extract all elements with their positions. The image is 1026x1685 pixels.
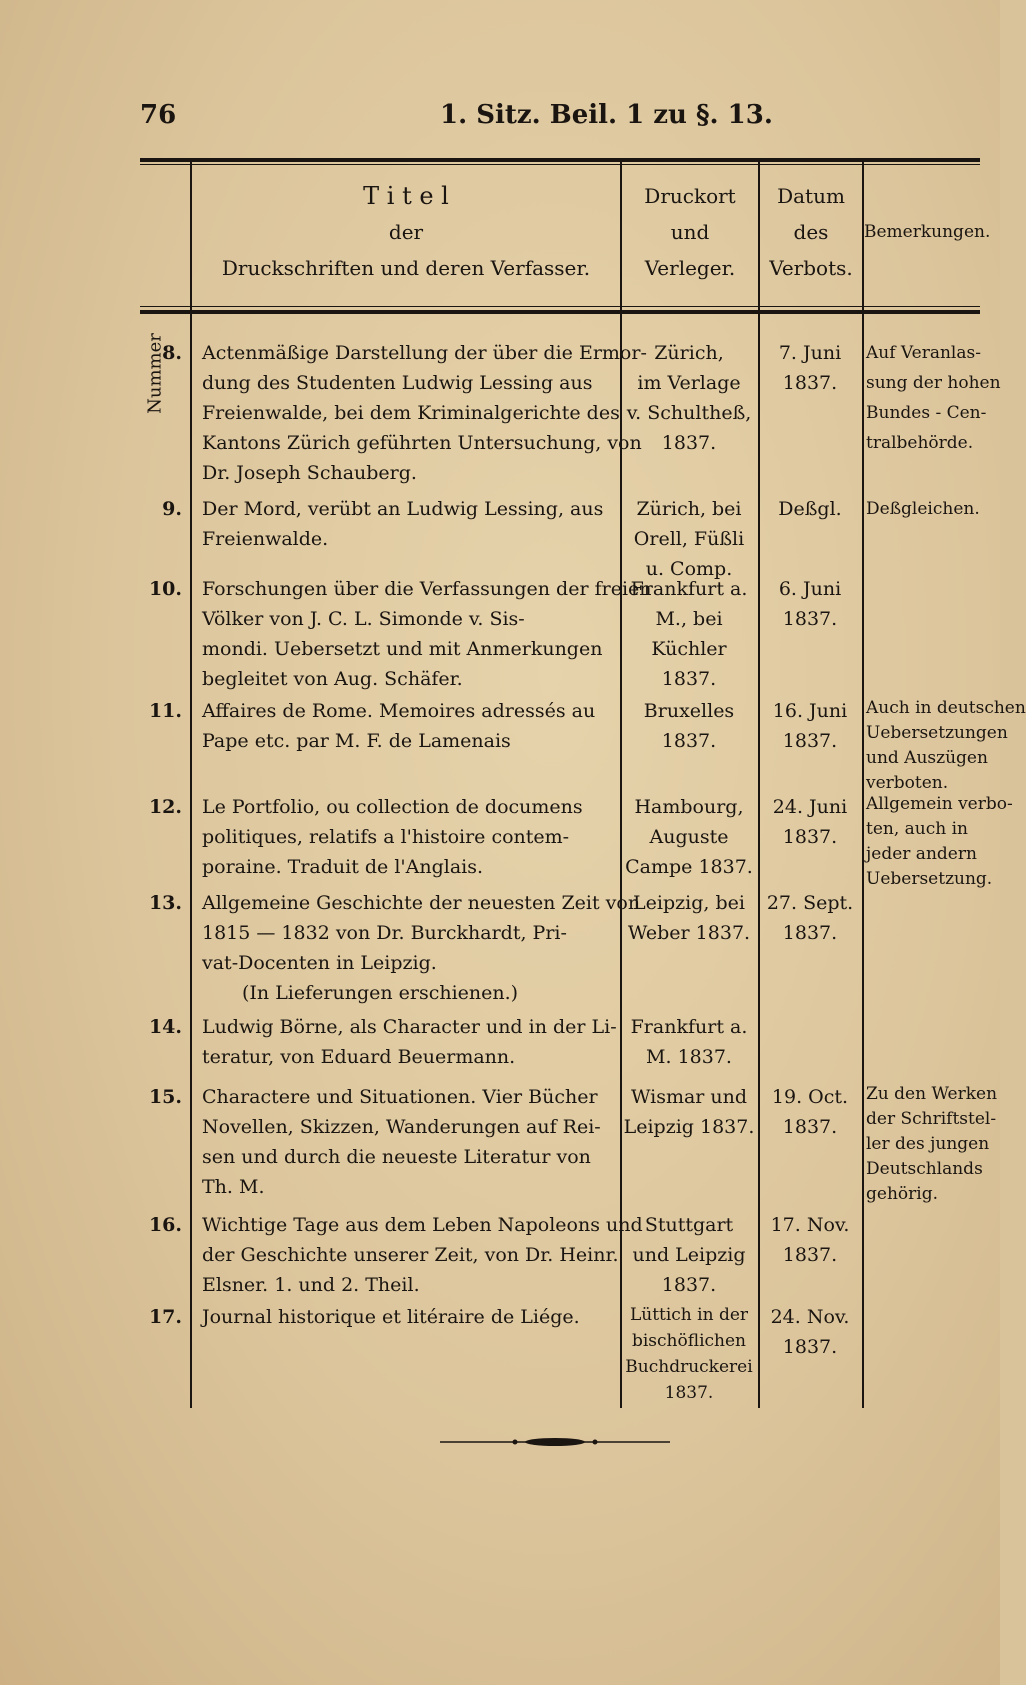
- cell-text-line: Leipzig 1837.: [623, 1116, 755, 1138]
- cell-text-line: 16. Juni: [772, 700, 848, 722]
- cell-text-line: Wismar und: [630, 1086, 748, 1108]
- cell-text-line: Allgemeine Geschichte der neuesten Zeit von: [202, 892, 641, 914]
- cell-text-line: Freienwalde, bei dem Kriminalgerichte des: [202, 402, 620, 424]
- closing-ornament: [440, 1436, 670, 1448]
- cell-text-line: der Schriftstel-: [866, 1109, 997, 1129]
- cell-text-line: Orell, Füßli: [633, 528, 745, 550]
- column-header-title: T i t e l der Druckschriften und deren Verfasser.: [221, 182, 591, 280]
- cell-text-line: Th. M.: [202, 1176, 265, 1198]
- cell-text-line: 24. Nov.: [770, 1306, 850, 1328]
- cell-text-line: v. Schultheß,: [626, 402, 752, 424]
- cell-text-line: Dr. Joseph Schauberg.: [202, 462, 417, 484]
- cell-text-line: Der Mord, verübt an Ludwig Lessing, aus: [202, 498, 604, 520]
- cell-text-line: Hambourg,: [634, 796, 744, 818]
- cell-text-line: ler des jungen: [866, 1134, 990, 1154]
- cell-text-line: u. Comp.: [645, 558, 733, 580]
- cell-text-line: Deßgleichen.: [866, 499, 980, 519]
- cell-text-line: 1837.: [782, 826, 838, 848]
- cell-text-line: und Auszügen: [866, 748, 988, 768]
- cell-text-line: Actenmäßige Darstellung der über die Ermor-: [202, 342, 647, 364]
- cell-text-line: Zu den Werken: [866, 1084, 998, 1104]
- cell-text-line: im Verlage: [637, 372, 741, 394]
- column-header-place: Druckort und Verleger.: [644, 184, 736, 280]
- top-rule-thin: [140, 164, 980, 165]
- cell-text-line: 27. Sept.: [766, 892, 854, 914]
- cell-text-line: Frankfurt a.: [630, 578, 748, 600]
- cell-text-line: (In Lieferungen erschienen.): [242, 982, 519, 1004]
- cell-text-line: Zürich,: [654, 342, 724, 364]
- cell-text-line: 1815 — 1832 von Dr. Burckhardt, Pri-: [202, 922, 567, 944]
- cell-text-line: Elsner. 1. und 2. Theil.: [202, 1274, 420, 1296]
- cell-text-line: sen und durch die neueste Literatur von: [202, 1146, 591, 1168]
- cell-text-line: Le Portfolio, ou collection de documens: [202, 796, 583, 818]
- prohibited-books-table: Nummer T i t e l der Druckschriften und deren Verfasser. Druckort und Verleger. Datum des Verbots. Bemerkungen. 8. Actenmäßige Darstellung der über die Ermor- dung des Studenten Ludwig Lessing aus Freienwalde, bei dem Kriminalgerichte des Kantons Zürich geführten Untersuchung, von Dr. Joseph Schauberg. Zürich, im Verlage v. Schultheß, 1837. 7. Juni 1837. Auf Veranlas- sung der hohen Bundes - Cen- tralbehörde. 9. Der Mord, verübt an Ludwig Lessing, aus Freienwalde. Zürich, bei Orell, Füßli u. Comp. Deßgl. Deßgleichen. 10. Forschungen über die Verfassungen der freien Völker von J. C. L. Simonde v. Sis- mondi. Uebersetzt und mit Anmerkungen begleitet von Aug. Schäfer. Frankfurt a. M., bei Küchler 1837. 6. Juni 1837. 11. Affaires de Rome. Memoires adressés au Pape etc. par M. F. de Lamenais Bruxelles 1837. 16. Juni 1837. Auch in deutschen Uebersetzungen und Auszügen verboten. 12. Le Portfolio, ou collection de documens politiques, relatifs a l'histoire contem- poraine. Traduit de l'Anglais. Hambourg, Auguste Campe 1837. 24. Juni 1837. Allgemein verbo- ten, auch in jeder andern Uebersetzung. 13. Allgemeine Geschichte der neuesten Zeit von 1815 — 1832 von Dr. Burckhardt, Pri- vat-Docenten in Leipzig. (In Lieferungen erschienen.) Leipzig, bei Weber 1837. 27. Sept. 1837. 14. Ludwig Börne, als Character und in der Li- teratur, von Eduard Beuermann. Frankfurt a. M. 1837. 15. Charactere und Situationen. Vier Bücher Novellen, Skizzen, Wanderungen auf Rei- sen und durch die neueste Literatur von Th. M. Wismar und Leipzig 1837. 19. Oct. 1837. Zu den Werken der Schriftstel- ler des jungen Deutschlands gehörig. 16. Wichtige Tage aus dem Leben Napoleons und der Geschichte unserer Zeit, von Dr. Heinr. Elsner. 1. und 2. Theil. Stuttgart und Leipzig 1837. 17. Nov. 1837. 17. Journal historique et litéraire de Liége. Lüttich in der bischöflichen Buchdruckerei 1837. 24. Nov. 1837.: [140, 158, 980, 1408]
- header-rule: [140, 310, 980, 314]
- column-divider: [190, 162, 192, 1408]
- cell-text-line: begleitet von Aug. Schäfer.: [202, 668, 463, 690]
- cell-text-line: gehörig.: [866, 1184, 938, 1204]
- cell-text-line: bischöflichen: [631, 1331, 746, 1351]
- cell-text-line: jeder andern: [866, 844, 977, 864]
- cell-text-line: 1837.: [782, 730, 838, 752]
- cell-text-line: Journal historique et litéraire de Liége.: [202, 1306, 580, 1328]
- cell-text-line: politiques, relatifs a l'histoire contem-: [202, 826, 570, 848]
- cell-text-line: 1837.: [782, 922, 838, 944]
- cell-text-line: Charactere und Situationen. Vier Bücher: [202, 1086, 598, 1108]
- cell-text-line: Ludwig Börne, als Character und in der Li-: [202, 1016, 617, 1038]
- cell-text-line: Deutschlands: [866, 1159, 983, 1179]
- cell-text-line: sung der hohen: [866, 373, 1001, 393]
- cell-text-line: 1837.: [782, 1116, 838, 1138]
- cell-text-line: 6. Juni: [778, 578, 842, 600]
- cell-text-line: Völker von J. C. L. Simonde v. Sis-: [202, 608, 525, 630]
- cell-text-line: M. 1837.: [646, 1046, 732, 1068]
- column-header-remarks: Bemerkungen.: [864, 222, 991, 242]
- running-title: 1. Sitz. Beil. 1 zu §. 13.: [440, 100, 773, 130]
- cell-text-line: 19. Oct.: [771, 1086, 849, 1108]
- cell-text-line: Campe 1837.: [625, 856, 753, 878]
- cell-text-line: Küchler: [651, 638, 727, 660]
- cell-text-line: verboten.: [866, 773, 949, 793]
- cell-text-line: 1837.: [661, 668, 717, 690]
- cell-text-line: Uebersetzungen: [866, 723, 1008, 743]
- cell-text-line: 1837.: [782, 1336, 838, 1358]
- cell-text-line: mondi. Uebersetzt und mit Anmerkungen: [202, 638, 603, 660]
- cell-text-line: Bruxelles: [643, 700, 735, 722]
- cell-text-line: 1837.: [661, 730, 717, 752]
- cell-text-line: Auf Veranlas-: [866, 343, 981, 363]
- cell-text-line: Kantons Zürich geführten Untersuchung, von: [202, 432, 642, 454]
- cell-text-line: Auguste: [649, 826, 729, 848]
- cell-text-line: Freienwalde.: [202, 528, 329, 550]
- cell-text-line: M., bei: [655, 608, 723, 630]
- cell-text-line: Stuttgart: [644, 1214, 734, 1236]
- cell-text-line: 17. Nov.: [770, 1214, 850, 1236]
- cell-text-line: 1837.: [782, 1244, 838, 1266]
- cell-text-line: Forschungen über die Verfassungen der freien: [202, 578, 652, 600]
- cell-text-line: Lüttich in der: [629, 1305, 749, 1325]
- cell-text-line: Leipzig, bei: [633, 892, 745, 914]
- page-number: 76: [140, 100, 177, 130]
- cell-text-line: Auch in deutschen: [866, 698, 1026, 718]
- cell-text-line: Zürich, bei: [636, 498, 742, 520]
- cell-text-line: Pape etc. par M. F. de Lamenais: [202, 730, 511, 752]
- header-rule-thin: [140, 306, 980, 307]
- cell-text-line: dung des Studenten Ludwig Lessing aus: [202, 372, 593, 394]
- cell-text-line: vat-Docenten in Leipzig.: [202, 952, 437, 974]
- cell-text-line: ten, auch in: [866, 819, 968, 839]
- top-rule: [140, 158, 980, 162]
- cell-text-line: Bundes - Cen-: [866, 403, 987, 423]
- column-header-date: Datum des Verbots.: [769, 184, 853, 280]
- cell-text-line: teratur, von Eduard Beuermann.: [202, 1046, 516, 1068]
- page-header: [140, 100, 980, 130]
- cell-text-line: 1837.: [782, 372, 838, 394]
- cell-text-line: Allgemein verbo-: [866, 794, 1013, 814]
- cell-text-line: tralbehörde.: [866, 433, 974, 453]
- cell-text-line: Uebersetzung.: [866, 869, 993, 889]
- cell-text-line: Weber 1837.: [627, 922, 751, 944]
- cell-text-line: Affaires de Rome. Memoires adressés au: [202, 700, 596, 722]
- cell-text-line: 7. Juni: [778, 342, 842, 364]
- cell-text-line: Frankfurt a.: [630, 1016, 748, 1038]
- cell-text-line: Wichtige Tage aus dem Leben Napoleons und: [202, 1214, 643, 1236]
- cell-text-line: Deßgl.: [778, 498, 842, 520]
- cell-text-line: und Leipzig: [632, 1244, 746, 1266]
- cell-text-line: poraine. Traduit de l'Anglais.: [202, 856, 484, 878]
- cell-text-line: Buchdruckerei: [625, 1357, 753, 1377]
- cell-text-line: 1837.: [661, 432, 717, 454]
- cell-text-line: 24. Juni: [772, 796, 848, 818]
- column-header-number: Nummer: [144, 333, 166, 414]
- cell-text-line: 1837.: [664, 1383, 714, 1403]
- cell-text-line: Novellen, Skizzen, Wanderungen auf Rei-: [202, 1116, 601, 1138]
- cell-text-line: 1837.: [782, 608, 838, 630]
- cell-text-line: der Geschichte unserer Zeit, von Dr. Heinr.: [202, 1244, 619, 1266]
- column-divider: [862, 162, 864, 1408]
- cell-text-line: 1837.: [661, 1274, 717, 1296]
